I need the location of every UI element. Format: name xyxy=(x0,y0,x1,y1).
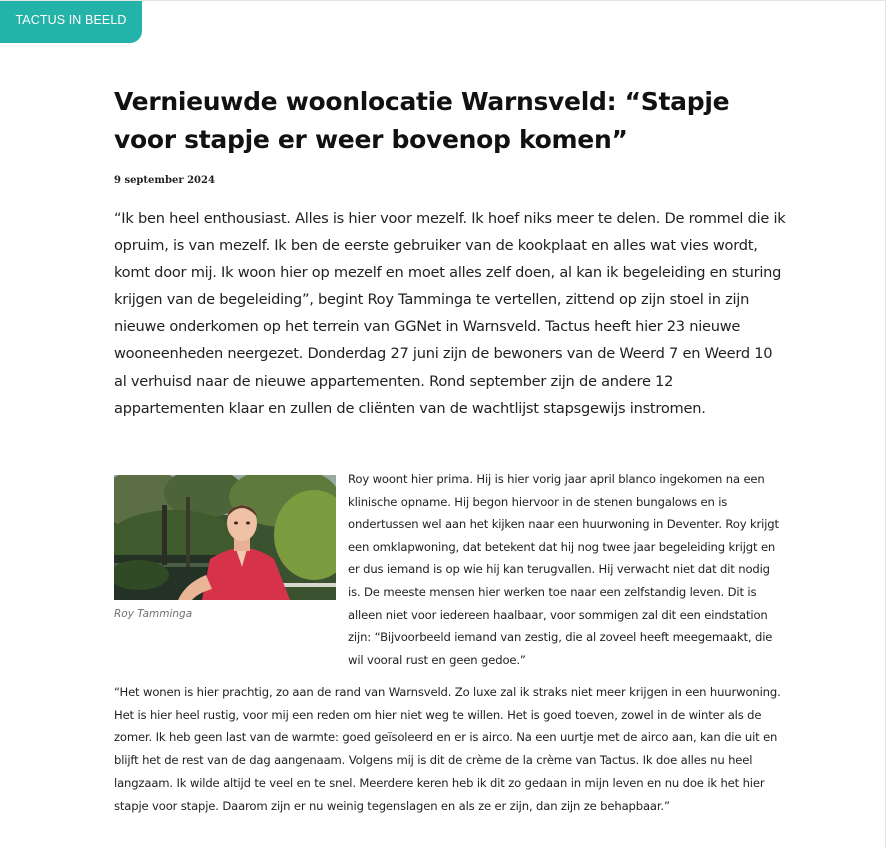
photo-caption: Roy Tamminga xyxy=(114,608,193,620)
article-photo xyxy=(114,475,336,600)
article-paragraph-2: Roy woont hier prima. Hij is hier vorig jaar april blanco ingekomen na een klinische opname. Hij begon hiervoor in de stenen bungalows en is ondertussen wel aan het kijken naar een huurwoning in Deventer. Roy krijgt een omklapwoning, dat betekent dat hij nog twee jaar begeleiding krijgt en er dus iemand is op wie hij kan terugvallen. Hij verwacht niet dat dit nodig is. De meeste mensen hier werken toe naar een zelfstandig leven. Dit is alleen niet voor iedereen haalbaar, voor sommigen zal dit een eindstation zijn: “Bijvoorbeeld iemand van zestig, die al zoveel heeft meegemaakt, die wil vooral rust en geen gedoe.” xyxy=(348,472,779,667)
category-tag[interactable]: TACTUS IN BEELD xyxy=(0,1,142,43)
article-paragraph-3: “Het wonen is hier prachtig, zo aan de rand van Warnsveld. Zo luxe zal ik straks niet meer krijgen in een huurwoning. Het is hier heel rustig, voor mij een reden om hier niet weg te willen. Het is goed toeven, zowel in de winter als de zomer. Ik heb geen last van de warmte: goed geïsoleerd en er is airco. Na een uurtje met de airco aan, kan die uit en blijft het de rest van de dag aangenaam. Volgens mij is dit de crème de la crème van Tactus. Ik doe alles nu heel langzaam. Ik wilde altijd te veel en te snel. Meerdere keren heb ik dit zo gedaan in mijn leven en nu doe ik het hier stapje voor stapje. Daarom zijn er nu weinig tegenslagen en als ze er zijn, dan zijn ze behapbaar.” xyxy=(114,685,781,813)
article-title: Vernieuwde woonlocatie Warnsveld: “Stapje voor stapje er weer bovenop komen” xyxy=(114,87,730,154)
article-date: 9 september 2024 xyxy=(114,175,215,186)
article-intro: “Ik ben heel enthousiast. Alles is hier voor mezelf. Ik hoef niks meer te delen. De rommel die ik opruim, is van mezelf. Ik ben de eerste gebruiker van de kookplaat en alles wat vies wordt, komt door mij. Ik woon hier op mezelf en moet alles zelf doen, al kan ik begeleiding en sturing krijgen van de begeleiding”, begint Roy Tamminga te vertellen, zittend op zijn stoel in zijn nieuwe onderkomen op het terrein van GGNet in Warnsveld. Tactus heeft hier 23 nieuwe wooneenheden neergezet. Donderdag 27 juni zijn de bewoners van de Weerd 7 en Weerd 10 al verhuisd naar de nieuwe appartementen. Rond september zijn de andere 12 appartementen klaar en zullen de cliënten van de wachtlijst stapsgewijs instromen. xyxy=(114,210,786,417)
